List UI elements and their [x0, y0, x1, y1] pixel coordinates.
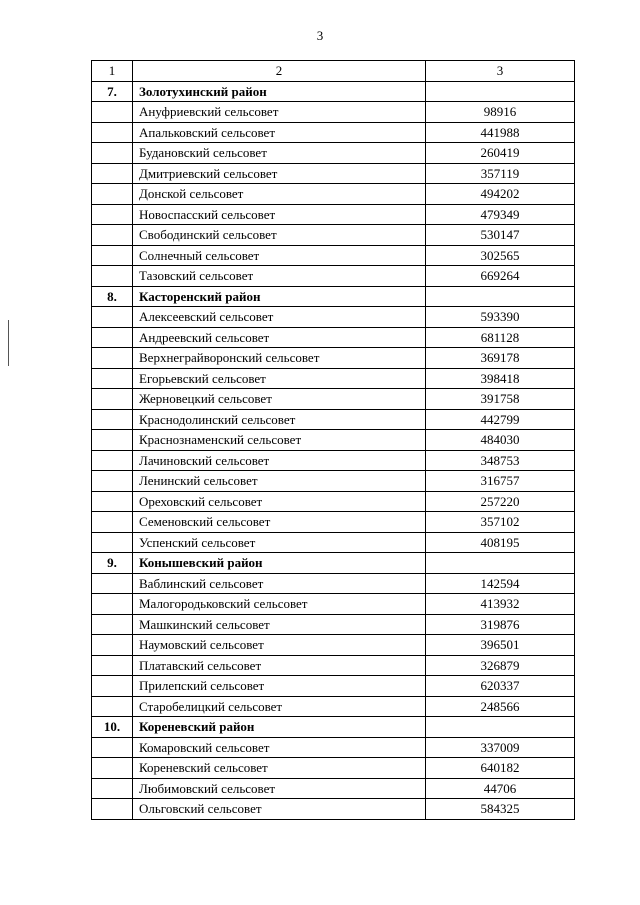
table-row — [92, 635, 575, 656]
settlement-value: 640182 — [426, 758, 575, 779]
settlement-name: Машкинский сельсовет — [133, 614, 426, 635]
settlement-value: 357119 — [426, 163, 575, 184]
table-row — [92, 573, 575, 594]
table-row — [92, 409, 575, 430]
table-row — [92, 696, 575, 717]
row-number-cell — [92, 143, 133, 164]
district-number: 9. — [92, 553, 133, 574]
settlement-value: 584325 — [426, 799, 575, 820]
settlement-name: Тазовский сельсовет — [133, 266, 426, 287]
row-number-cell — [92, 594, 133, 615]
row-number-cell — [92, 430, 133, 451]
row-number-cell — [92, 676, 133, 697]
settlement-value: 681128 — [426, 327, 575, 348]
settlement-name: Егорьевский сельсовет — [133, 368, 426, 389]
table-row — [92, 102, 575, 123]
settlement-name: Новоспасский сельсовет — [133, 204, 426, 225]
settlement-name: Прилепский сельсовет — [133, 676, 426, 697]
column-header-1: 1 — [92, 61, 133, 82]
row-number-cell — [92, 758, 133, 779]
district-name: Кореневский район — [133, 717, 426, 738]
district-row — [92, 553, 575, 574]
row-number-cell — [92, 163, 133, 184]
table-row — [92, 389, 575, 410]
row-number-cell — [92, 184, 133, 205]
settlement-value: 302565 — [426, 245, 575, 266]
table-row — [92, 594, 575, 615]
settlement-value: 494202 — [426, 184, 575, 205]
table-row — [92, 799, 575, 820]
settlement-value: 413932 — [426, 594, 575, 615]
table-row — [92, 348, 575, 369]
row-number-cell — [92, 512, 133, 533]
settlement-value: 369178 — [426, 348, 575, 369]
row-number-cell — [92, 266, 133, 287]
table-row — [92, 245, 575, 266]
settlement-value: 530147 — [426, 225, 575, 246]
table-row — [92, 737, 575, 758]
settlement-name: Алексеевский сельсовет — [133, 307, 426, 328]
table-row — [92, 225, 575, 246]
table-row — [92, 327, 575, 348]
settlement-name: Будановский сельсовет — [133, 143, 426, 164]
settlement-value: 357102 — [426, 512, 575, 533]
table-row — [92, 676, 575, 697]
table-row — [92, 266, 575, 287]
row-number-cell — [92, 655, 133, 676]
settlement-value: 441988 — [426, 122, 575, 143]
table-row — [92, 368, 575, 389]
settlement-name: Ануфриевский сельсовет — [133, 102, 426, 123]
district-value — [426, 286, 575, 307]
row-number-cell — [92, 614, 133, 635]
district-value — [426, 717, 575, 738]
settlement-name: Свободинский сельсовет — [133, 225, 426, 246]
row-number-cell — [92, 225, 133, 246]
settlement-value: 442799 — [426, 409, 575, 430]
column-header-2: 2 — [133, 61, 426, 82]
table-row — [92, 204, 575, 225]
district-name: Золотухинский район — [133, 81, 426, 102]
settlement-value: 44706 — [426, 778, 575, 799]
settlement-name: Краснодолинский сельсовет — [133, 409, 426, 430]
table-row — [92, 184, 575, 205]
settlement-name: Ореховский сельсовет — [133, 491, 426, 512]
row-number-cell — [92, 245, 133, 266]
table-row — [92, 614, 575, 635]
settlement-value: 479349 — [426, 204, 575, 225]
settlement-value: 669264 — [426, 266, 575, 287]
row-number-cell — [92, 471, 133, 492]
column-header-3: 3 — [426, 61, 575, 82]
settlement-value: 142594 — [426, 573, 575, 594]
district-name: Касторенский район — [133, 286, 426, 307]
settlement-name: Успенский сельсовет — [133, 532, 426, 553]
table-row — [92, 655, 575, 676]
row-number-cell — [92, 348, 133, 369]
row-number-cell — [92, 204, 133, 225]
table-row — [92, 143, 575, 164]
settlement-name: Кореневский сельсовет — [133, 758, 426, 779]
row-number-cell — [92, 102, 133, 123]
settlement-name: Малогородьковский сельсовет — [133, 594, 426, 615]
settlement-value: 593390 — [426, 307, 575, 328]
table-row — [92, 163, 575, 184]
row-number-cell — [92, 409, 133, 430]
row-number-cell — [92, 389, 133, 410]
settlement-name: Дмитриевский сельсовет — [133, 163, 426, 184]
settlement-name: Краснознаменский сельсовет — [133, 430, 426, 451]
district-name: Конышевский район — [133, 553, 426, 574]
table-row — [92, 430, 575, 451]
district-row — [92, 81, 575, 102]
settlement-name: Старобелицкий сельсовет — [133, 696, 426, 717]
row-number-cell — [92, 307, 133, 328]
table-row — [92, 122, 575, 143]
settlement-name: Апальковский сельсовет — [133, 122, 426, 143]
table-row — [92, 307, 575, 328]
district-number: 10. — [92, 717, 133, 738]
row-number-cell — [92, 696, 133, 717]
settlement-value: 408195 — [426, 532, 575, 553]
table-row — [92, 778, 575, 799]
row-number-cell — [92, 635, 133, 656]
table-row — [92, 471, 575, 492]
settlement-name: Лачиновский сельсовет — [133, 450, 426, 471]
settlement-name: Комаровский сельсовет — [133, 737, 426, 758]
district-row — [92, 717, 575, 738]
row-number-cell — [92, 737, 133, 758]
settlement-name: Донской сельсовет — [133, 184, 426, 205]
table-row — [92, 491, 575, 512]
settlement-name: Ваблинский сельсовет — [133, 573, 426, 594]
row-number-cell — [92, 799, 133, 820]
settlement-value: 260419 — [426, 143, 575, 164]
district-row — [92, 286, 575, 307]
settlement-name: Любимовский сельсовет — [133, 778, 426, 799]
row-number-cell — [92, 778, 133, 799]
row-number-cell — [92, 450, 133, 471]
settlement-value: 316757 — [426, 471, 575, 492]
settlement-name: Наумовский сельсовет — [133, 635, 426, 656]
settlement-value: 620337 — [426, 676, 575, 697]
settlement-value: 98916 — [426, 102, 575, 123]
table-header-row — [92, 61, 575, 82]
row-number-cell — [92, 532, 133, 553]
district-number: 8. — [92, 286, 133, 307]
settlement-value: 248566 — [426, 696, 575, 717]
table-row — [92, 758, 575, 779]
district-value — [426, 81, 575, 102]
settlement-name: Солнечный сельсовет — [133, 245, 426, 266]
settlement-value: 348753 — [426, 450, 575, 471]
settlement-name: Верхнеграйворонский сельсовет — [133, 348, 426, 369]
scan-margin-mark — [8, 320, 9, 366]
settlement-value: 257220 — [426, 491, 575, 512]
settlement-name: Жерновецкий сельсовет — [133, 389, 426, 410]
allocation-table — [91, 60, 575, 820]
row-number-cell — [92, 368, 133, 389]
district-number: 7. — [92, 81, 133, 102]
table-body — [92, 61, 575, 820]
table-row — [92, 450, 575, 471]
table-row — [92, 532, 575, 553]
settlement-name: Платавский сельсовет — [133, 655, 426, 676]
district-value — [426, 553, 575, 574]
settlement-value: 484030 — [426, 430, 575, 451]
settlement-value: 396501 — [426, 635, 575, 656]
settlement-name: Ленинский сельсовет — [133, 471, 426, 492]
settlement-name: Семеновский сельсовет — [133, 512, 426, 533]
table-row — [92, 512, 575, 533]
settlement-value: 398418 — [426, 368, 575, 389]
row-number-cell — [92, 491, 133, 512]
settlement-value: 337009 — [426, 737, 575, 758]
row-number-cell — [92, 327, 133, 348]
page-number: 3 — [316, 28, 324, 43]
settlement-name: Андреевский сельсовет — [133, 327, 426, 348]
row-number-cell — [92, 573, 133, 594]
settlement-value: 326879 — [426, 655, 575, 676]
row-number-cell — [92, 122, 133, 143]
settlement-value: 391758 — [426, 389, 575, 410]
settlement-value: 319876 — [426, 614, 575, 635]
settlement-name: Ольговский сельсовет — [133, 799, 426, 820]
